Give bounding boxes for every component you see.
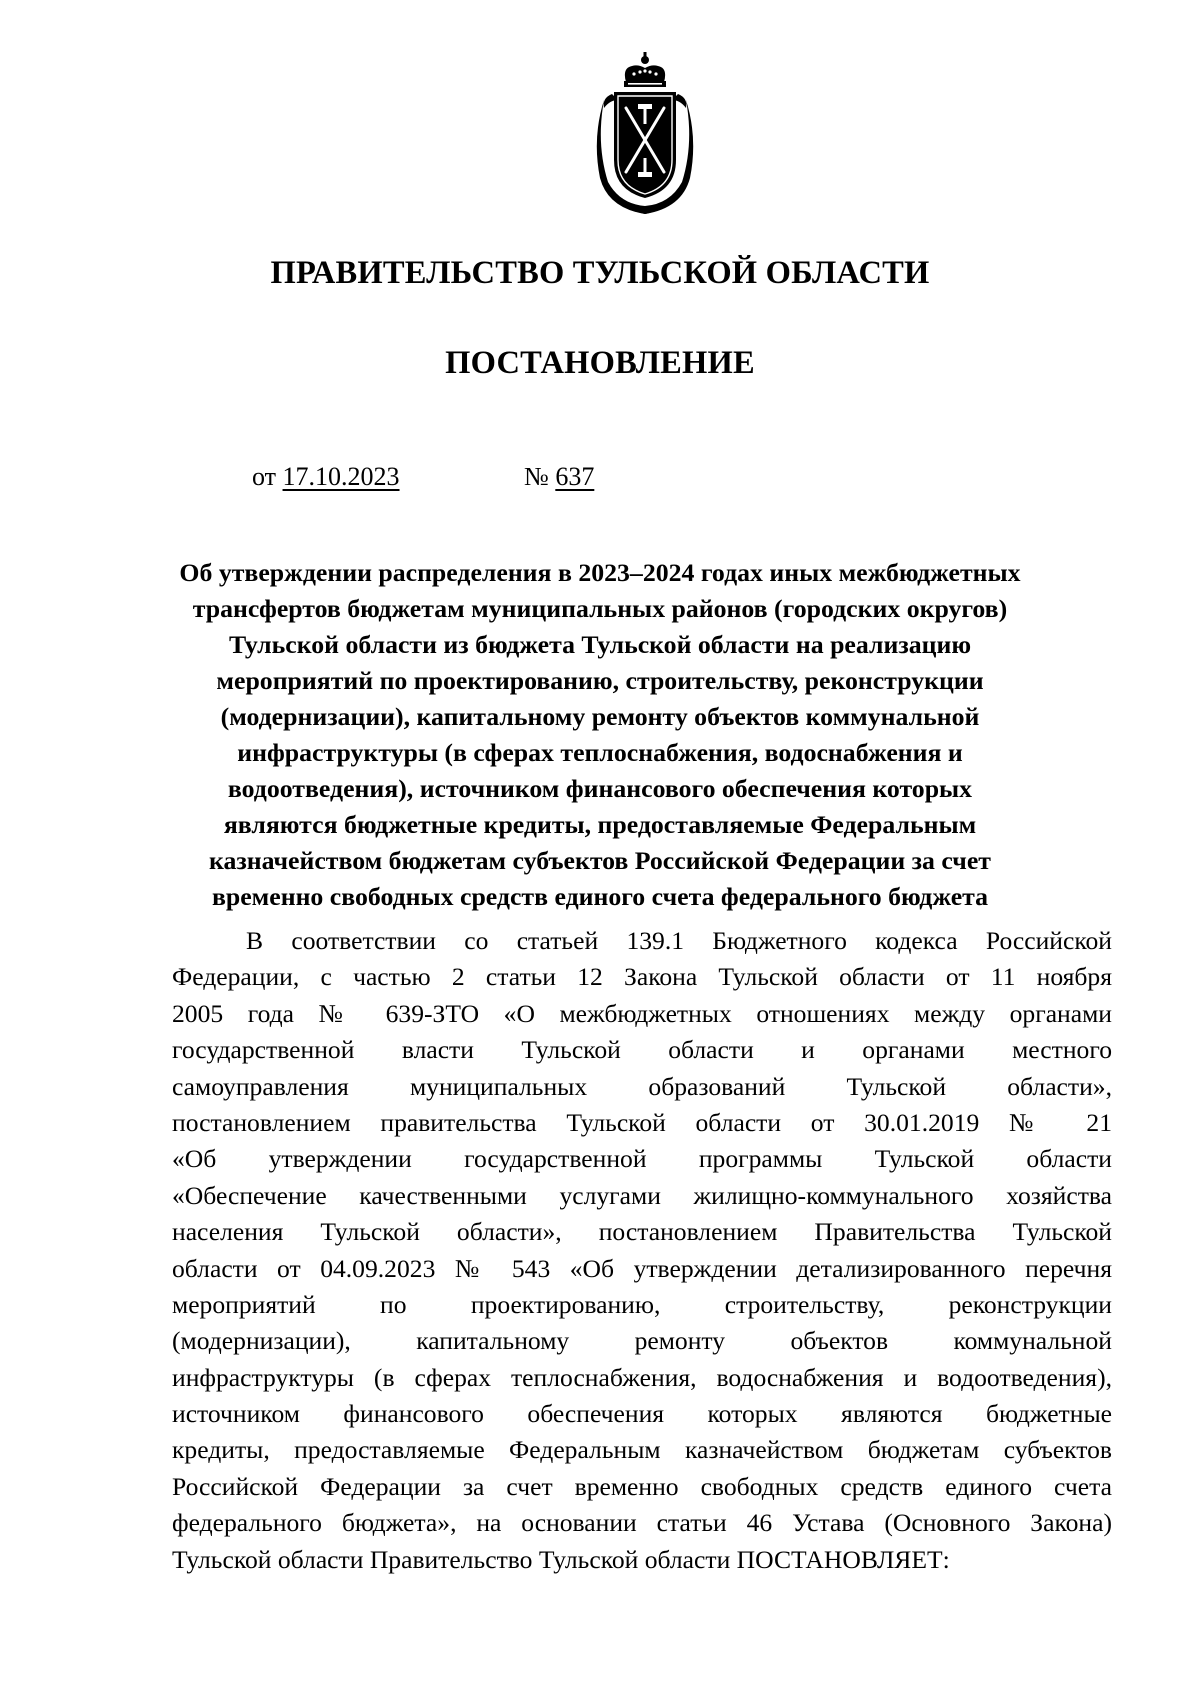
number-prefix: №: [524, 462, 556, 491]
title-line: инфраструктуры (в сферах теплоснабжения, водоснабжения и: [237, 738, 963, 767]
body-line: самоуправления муниципальных образований Тульской области»,: [172, 1071, 1112, 1101]
number-value: 637: [555, 462, 595, 491]
title-line: Об утверждении распределения в 2023–2024 годах иных межбюджетных: [179, 558, 1021, 587]
document-date: [252, 462, 400, 492]
body-line: источником финансового обеспечения которых являются бюджетные: [172, 1399, 1112, 1429]
body-line: кредиты, предоставляемые Федеральным казначейством бюджетам субъектов: [172, 1435, 1112, 1465]
date-value: 17.10.2023: [282, 462, 400, 491]
body-line: области от 04.09.2023 № 543 «Об утверждении детализированного перечня: [172, 1253, 1112, 1283]
title-line: казначейством бюджетам субъектов Российской Федерации за счет: [209, 846, 991, 875]
body-paragraph: [172, 923, 1112, 1578]
document-title: [150, 555, 1050, 915]
body-line: федерального бюджета», на основании статьи 46 Устава (Основного Закона): [172, 1508, 1112, 1538]
body-line: государственной власти Тульской области и органами местного: [172, 1035, 1112, 1065]
body-line: (модернизации), капитальному ремонту объектов коммунальной: [172, 1326, 1112, 1356]
body-line: Российской Федерации за счет временно свободных средств единого счета: [172, 1471, 1112, 1501]
body-line: «Обеспечение качественными услугами жилищно-коммунального хозяйства: [172, 1180, 1112, 1210]
document-number: [524, 462, 594, 492]
title-line: временно свободных средств единого счета федерального бюджета: [211, 882, 989, 911]
organization-title: ПРАВИТЕЛЬСТВО ТУЛЬСКОЙ ОБЛАСТИ: [270, 255, 930, 291]
body-line: населения Тульской области», постановлением Правительства Тульской: [172, 1217, 1112, 1247]
body-line: 2005 года № 639-ЗТО «О межбюджетных отношениях между органами: [172, 998, 1112, 1028]
body-line: мероприятий по проектированию, строительству, реконструкции: [172, 1289, 1112, 1319]
title-line: (модернизации), капитальному ремонту объектов коммунальной: [220, 702, 980, 731]
title-line: Тульской области из бюджета Тульской области на реализацию: [228, 630, 972, 659]
body-line: Федерации, с частью 2 статьи 12 Закона Тульской области от 11 ноября: [172, 962, 1112, 992]
title-line: мероприятий по проектированию, строительству, реконструкции: [216, 666, 984, 695]
coat-of-arms-icon: [582, 48, 708, 218]
body-line: постановлением правительства Тульской области от 30.01.2019 № 21: [172, 1107, 1112, 1137]
title-line: являются бюджетные кредиты, предоставляемые Федеральным: [223, 810, 977, 839]
body-line: В соответствии со статьей 139.1 Бюджетного кодекса Российской: [246, 926, 1112, 955]
body-line: Тульской области Правительство Тульской области ПОСТАНОВЛЯЕТ:: [172, 1544, 950, 1574]
body-line: инфраструктуры (в сферах теплоснабжения, водоснабжения и водоотведения),: [172, 1362, 1112, 1392]
title-line: трансфертов бюджетам муниципальных районов (городских округов): [192, 594, 1008, 623]
body-line: «Об утверждении государственной программы Тульской области: [172, 1144, 1112, 1174]
date-prefix: от: [252, 462, 283, 491]
document-type-heading: ПОСТАНОВЛЕНИЕ: [445, 345, 755, 381]
title-line: водоотведения), источником финансового обеспечения которых: [227, 774, 973, 803]
